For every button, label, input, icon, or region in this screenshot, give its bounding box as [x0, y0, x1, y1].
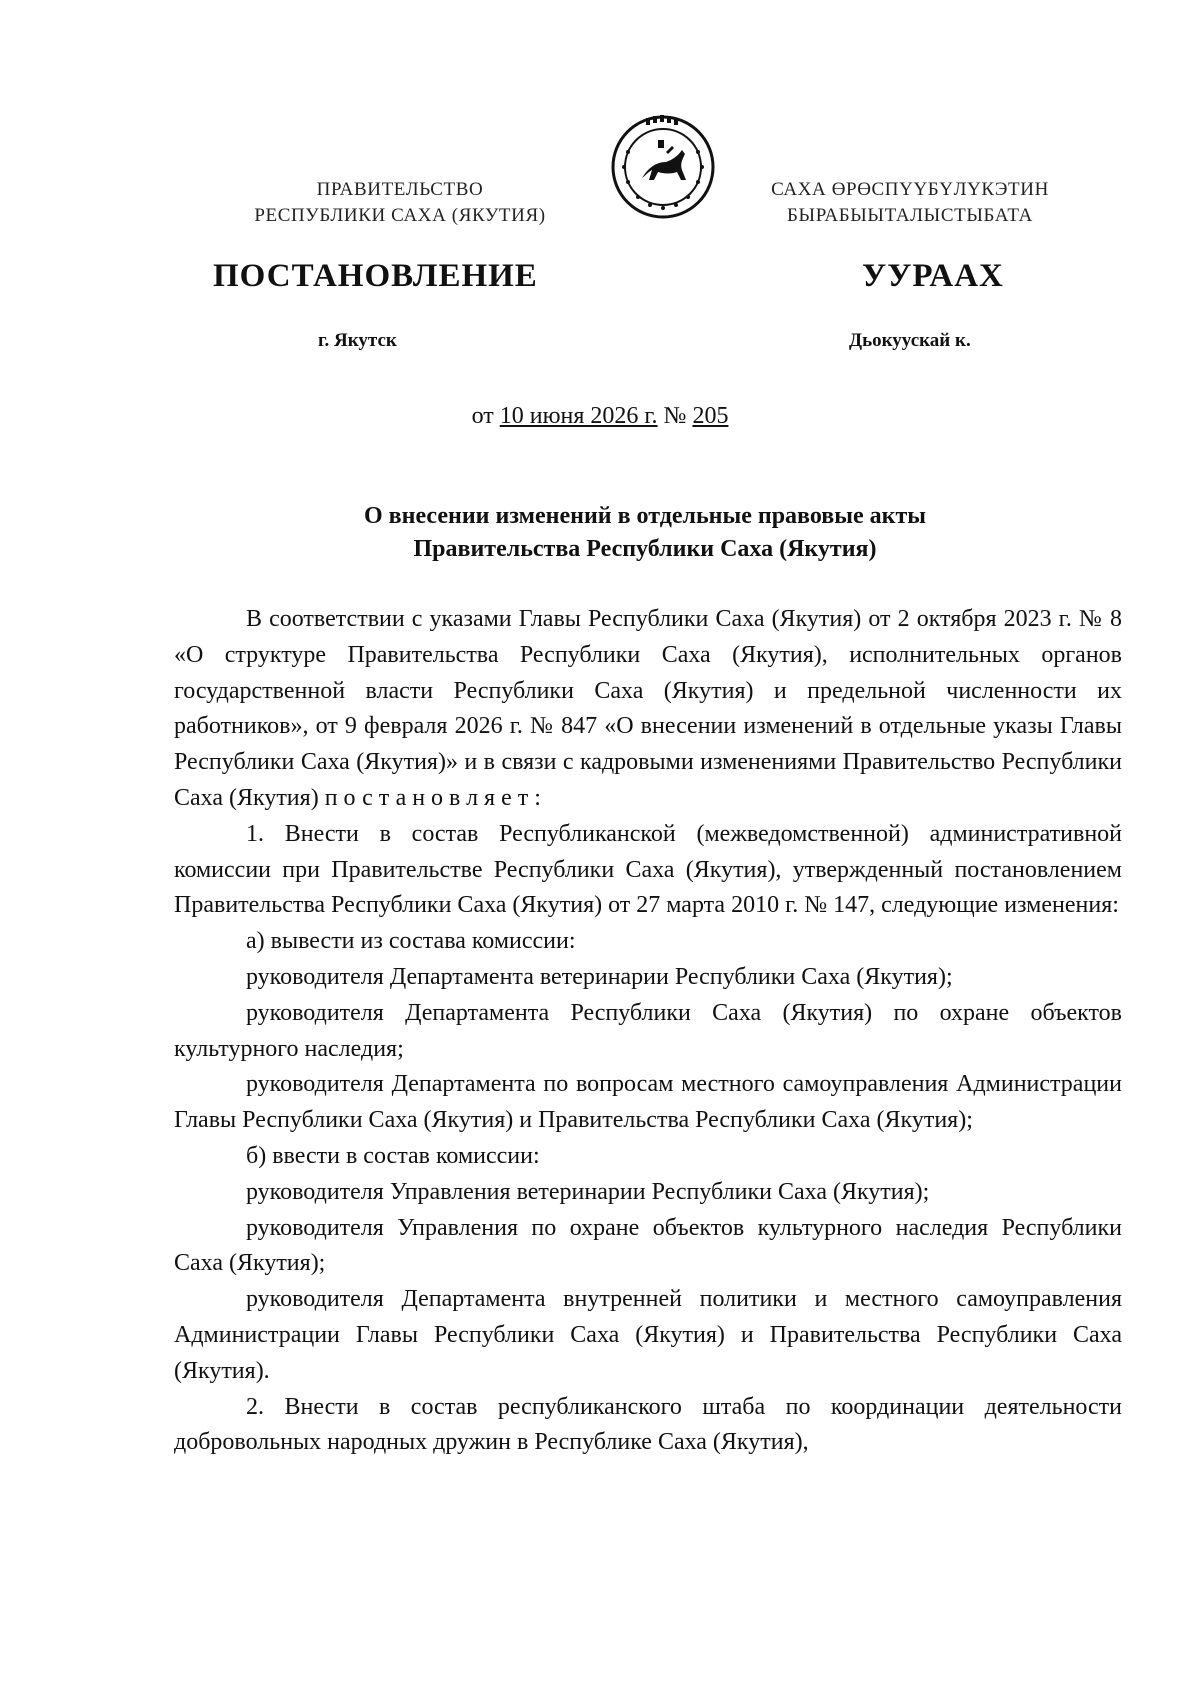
city-sah: Дьокуускай к. [849, 330, 971, 351]
header-right-line2: БЫРАБЫЫТАЛЫСТЫБАТА [787, 205, 1033, 226]
clause-1a: а) вывести из состава комиссии: [246, 928, 576, 955]
document-date: 10 июня 2026 г. [499, 403, 658, 429]
header-left-line2: РЕСПУБЛИКИ САХА (ЯКУТИЯ) [254, 205, 546, 226]
clause-1a-item-1: руководителя Департамента ветеринарии Республики Саха (Якутия); [246, 963, 953, 990]
title-line2: Правительства Республики Саха (Якутия) [413, 536, 877, 562]
doc-type-sah: УУРААХ [862, 258, 1004, 294]
document-title [120, 500, 1170, 566]
clause-1: 1. Внести в состав Республиканской (межведомственной) административной комиссии при Правительстве Республики Саха (Якутия), утвержденный постановлением Правительства Республики Саха (Якутия) от 27 марта 2010 г. № 147, следующие изменения: [174, 820, 1122, 919]
header-government-ru [180, 177, 620, 229]
document-body [174, 602, 1122, 1461]
preamble-paragraph [174, 602, 1122, 817]
header-right-line1: САХА ӨРӨСПҮҮБҮЛҮКЭТИН [771, 179, 1049, 200]
clause-1b-item-2: руководителя Управления по охране объектов культурного наследия Республики Саха (Якутия); [174, 1214, 1122, 1277]
document-number: 205 [692, 403, 729, 429]
preamble-text: В соответствии с указами Главы Республики Саха (Якутия) от 2 октября 2023 г. № 8 «О структуре Правительства Республики Саха (Якутия), исполнительных органов государственной власти Республики Саха (Якутия) и предельной численности их работников», от 9 февраля 2026 г. № 847 «О внесении изменений в отдельные указы Главы Республики Саха (Якутия)» и в связи с кадровыми изменениями Правительство Республики Саха (Якутия) [174, 606, 1122, 811]
clause-1b-item-3: руководителя Департамента внутренней политики и местного самоуправления Администрации Главы Республики Саха (Якутия) и Правительства Республики Саха (Якутия). [174, 1286, 1122, 1384]
number-sign: № [657, 403, 693, 429]
date-line [0, 403, 1200, 430]
clause-1a-item-2: руководителя Департамента Республики Саха (Якутия) по охране объектов культурного наследия; [174, 999, 1122, 1062]
date-prefix: от [471, 403, 500, 429]
header-government-sah [690, 177, 1130, 229]
title-line1: О внесении изменений в отдельные правовые акты [364, 503, 926, 529]
city-ru: г. Якутск [318, 330, 397, 351]
preamble-verb: постановляет: [324, 784, 547, 811]
clause-1b: б) ввести в состав комиссии: [246, 1142, 540, 1169]
doc-type-ru: ПОСТАНОВЛЕНИЕ [213, 258, 538, 294]
clause-1b-item-1: руководителя Управления ветеринарии Республики Саха (Якутия); [246, 1178, 930, 1205]
clause-2: 2. Внести в состав республиканского штаба по координации деятельности добровольных народных дружин в Республике Саха (Якутия), [174, 1393, 1122, 1456]
header-left-line1: ПРАВИТЕЛЬСТВО [316, 179, 484, 200]
clause-1a-item-3: руководителя Департамента по вопросам местного самоуправления Администрации Главы Республики Саха (Якутия) и Правительства Республики Саха (Якутия); [174, 1071, 1122, 1134]
